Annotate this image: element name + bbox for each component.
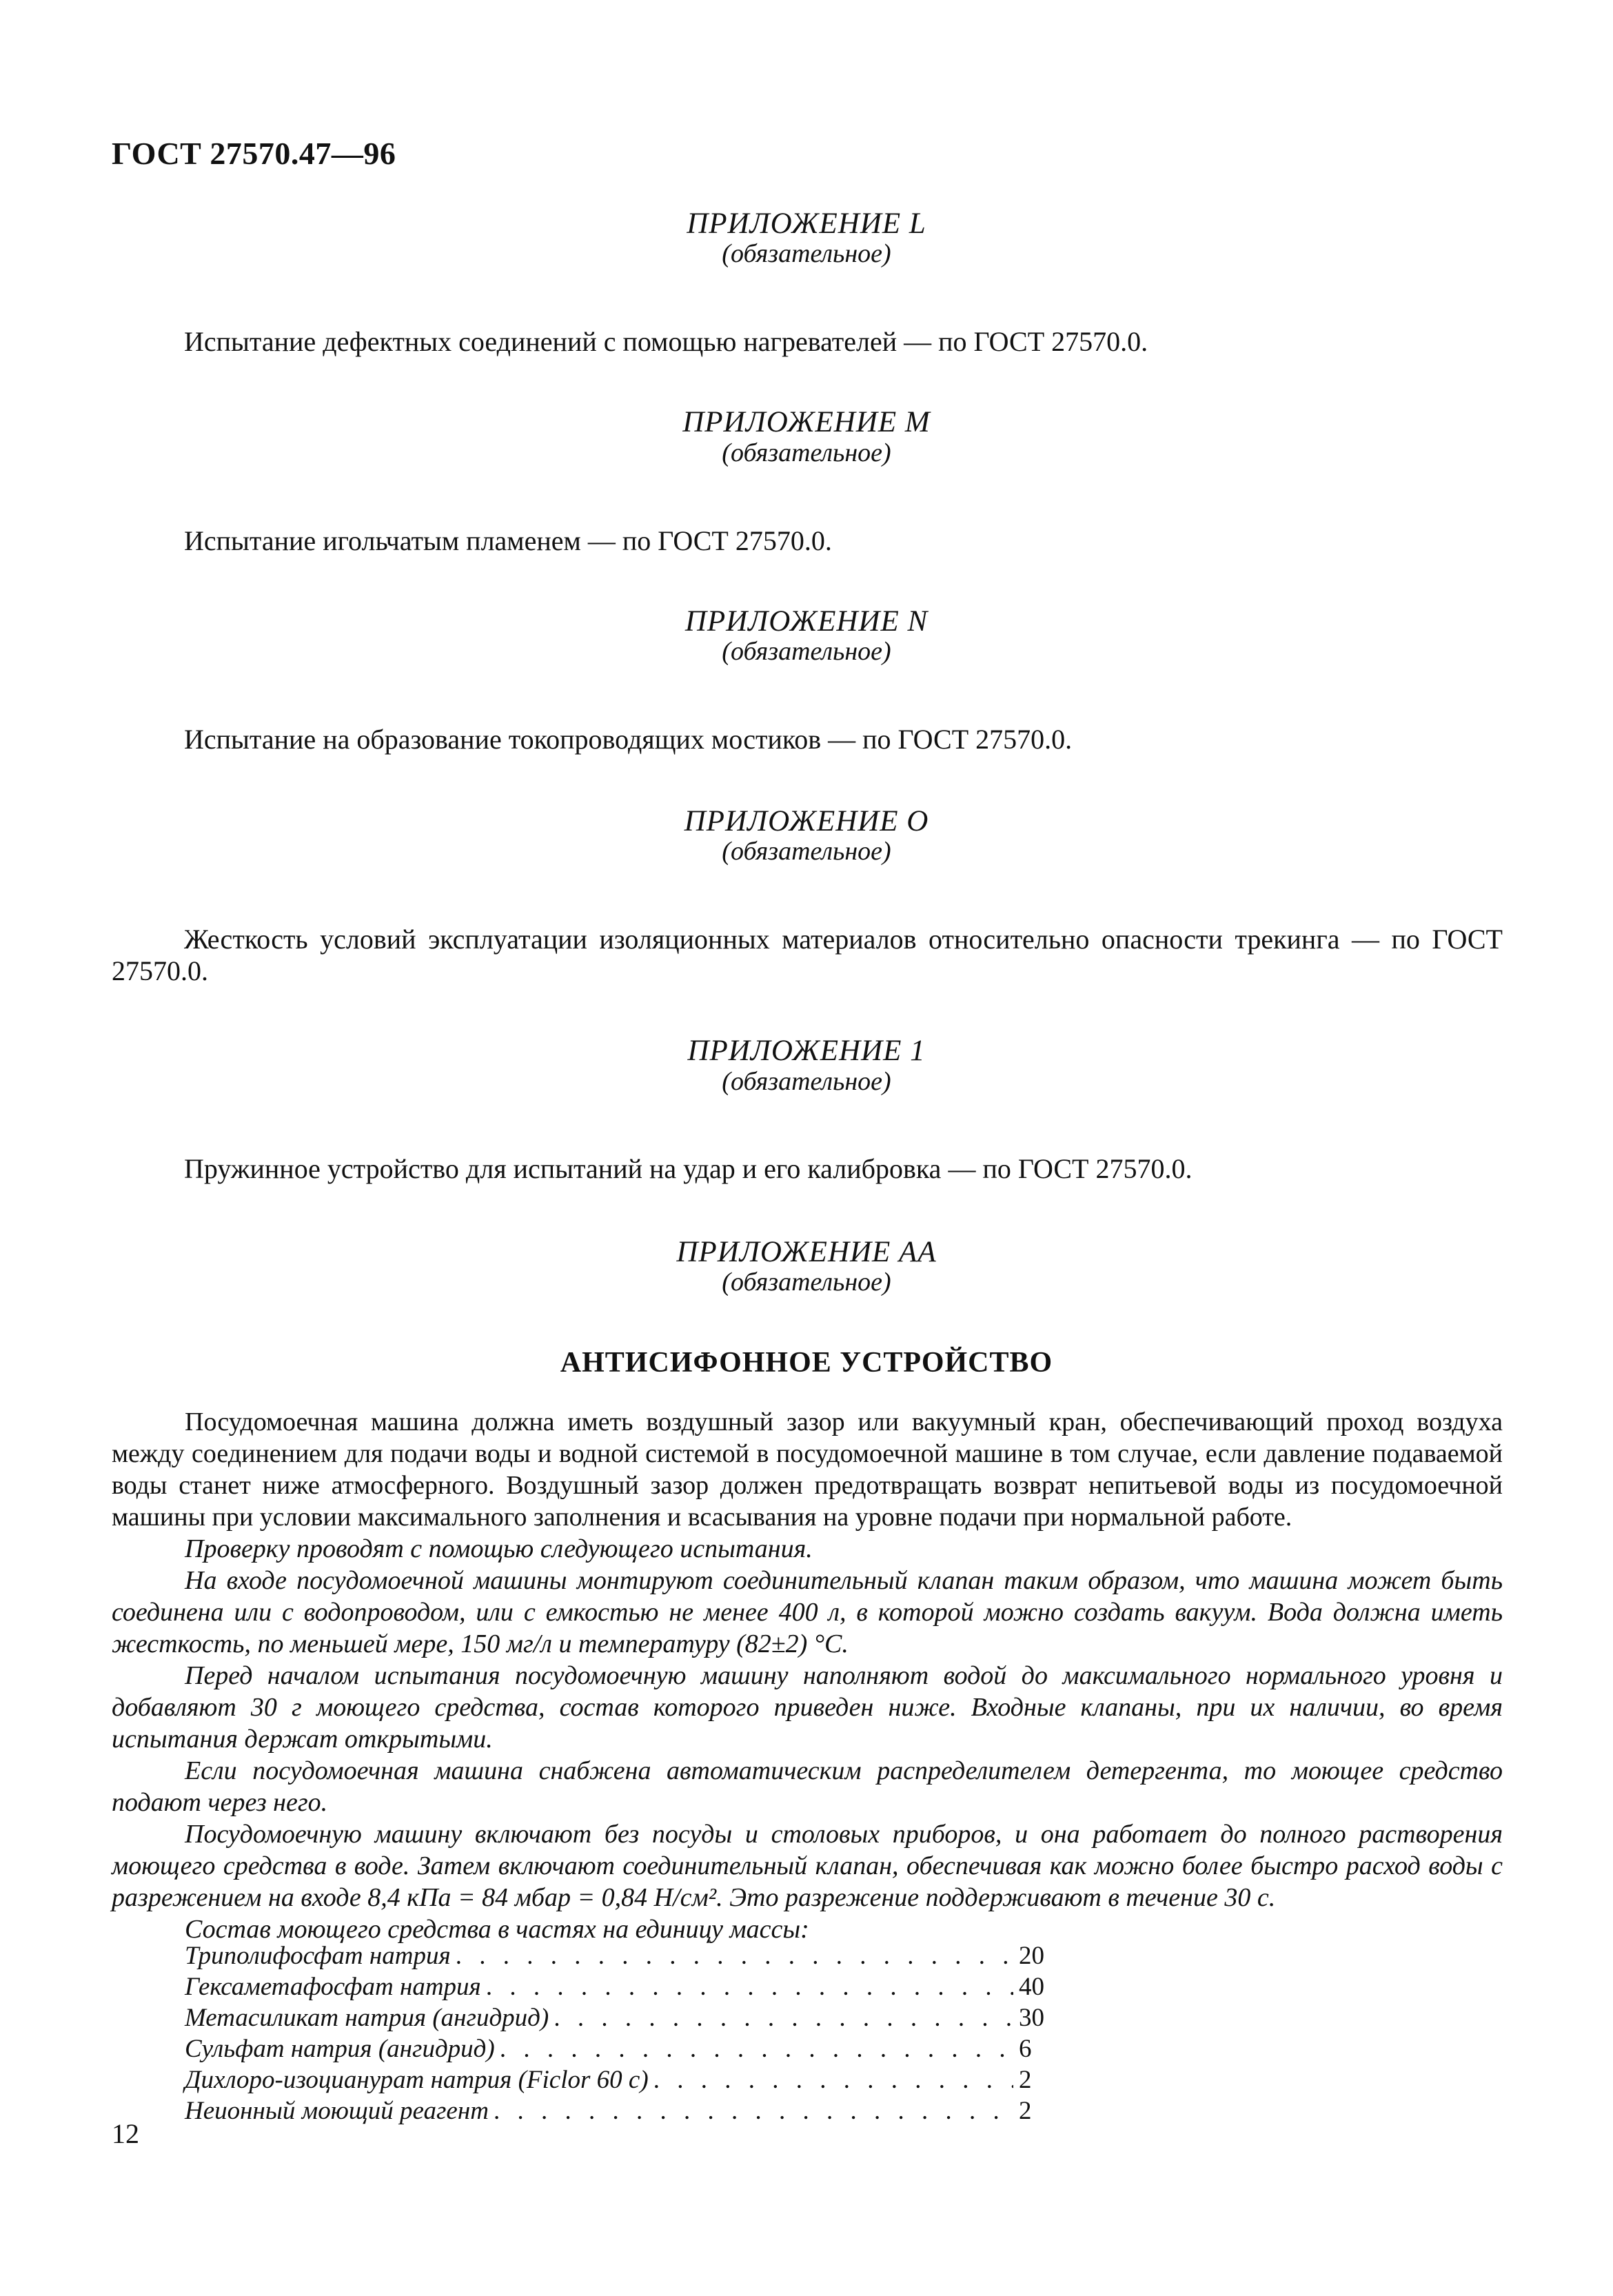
appendix-l-text [112,326,1503,358]
paragraph-dispenser: Если посудомоечная машина снабжена автоматическим распределителем детергента, то моющее средство подают через него. [112,1756,1503,1817]
composition-value: 6 [1019,2035,1032,2063]
composition-name: Неионный моющий реагент [185,2097,489,2125]
paragraph-valve: На входе посудомоечной машины монтируют соединительный клапан таким образом, что машина может быть соединена или с водопроводом, или с емкостью не менее 400 л, в которой можно создать вакуум. Вода должна иметь жесткость, по меньшей мере, 150 мг/л и температуру (82±2) °С. [112,1566,1503,1658]
composition-value: 20 [1019,1942,1044,1970]
appendix-1-title: ПРИЛОЖЕНИЕ 1 [687,1035,926,1067]
appendix-o-status: (обязательное) [722,837,891,866]
section-title: АНТИСИФОННОЕ УСТРОЙСТВО [560,1347,1053,1379]
paragraph-check: Проверку проводят с помощью следующего испытания. [185,1534,813,1563]
appendix-n-status: (обязательное) [722,637,891,666]
paragraph-composition-heading: Состав моющего средства в частях на единицу массы: [185,1915,809,1944]
appendix-l-text-content: Испытание дефектных соединений с помощью нагревателей — по ГОСТ 27570.0. [184,326,1148,357]
appendix-aa-title: ПРИЛОЖЕНИЕ АА [676,1236,937,1268]
composition-value: 40 [1019,1973,1044,2001]
appendix-l-status: (обязательное) [722,239,891,268]
list-item [185,2095,1053,2126]
paragraph-intro: Посудомоечная машина должна иметь воздушный зазор или вакуумный кран, обеспечивающий проход воздуха между соединением для подачи воды и водной системой в посудомоечной машине в том случае, если давление подаваемой воды станет ниже атмосферного. Воздушный зазор должен предотвращать возврат непитьевой воды из посудомоечной машины при условии максимального заполнения и всасывания на уровне подачи при нормальной работе. [112,1408,1503,1532]
appendix-o-text [112,924,1503,987]
appendix-1-text-content: Пружинное устройство для испытаний на удар и его калибровка — по ГОСТ 27570.0. [184,1153,1193,1184]
list-item [185,2064,1053,2095]
composition-value: 2 [1019,2066,1032,2094]
appendix-m-text-content: Испытание игольчатым пламенем — по ГОСТ 27570.0. [184,525,832,556]
paragraph-procedure: Посудомоечную машину включают без посуды и столовых приборов, и она работает до полного растворения моющего средства в воде. Затем включают соединительный клапан, обеспечивая как можно более быстро расход воды с разрежением на входе 8,4 кПа = 84 мбар = 0,84 Н/см². Это разрежение поддерживают в течение 30 с. [112,1820,1503,1912]
document-code: ГОСТ 27570.47—96 [112,136,396,171]
appendix-aa-body [112,1406,1503,1945]
composition-name: Триполифосфат натрия [185,1942,451,1970]
appendix-o-text-content: Жесткость условий эксплуатации изоляционных материалов относительно опасности трекинга — по ГОСТ 27570.0. [112,924,1503,986]
appendix-aa-status: (обязательное) [722,1268,891,1297]
composition-name: Дихлоро-изоцианурат натрия (Ficlor 60 с) [185,2066,649,2094]
appendix-l-title: ПРИЛОЖЕНИЕ L [687,207,926,240]
list-item [185,2002,1053,2033]
composition-value: 2 [1019,2097,1032,2125]
appendix-m-status: (обязательное) [722,438,891,467]
composition-list [185,1940,1053,2126]
list-item [185,1971,1053,2002]
list-item [185,1940,1053,1971]
appendix-m-title: ПРИЛОЖЕНИЕ M [682,406,931,438]
composition-value: 30 [1019,2004,1044,2032]
page-number: 12 [112,2118,139,2149]
paragraph-filling: Перед началом испытания посудомоечную машину наполняют водой до максимального нормального уровня и добавляют 30 г моющего средства, состав которого приведен ниже. Входные клапаны, при их наличии, во время испытания держат открытыми. [112,1661,1503,1754]
composition-name: Гексаметафосфат натрия [185,1973,481,2001]
appendix-m-text [112,525,1503,557]
appendix-1-status: (обязательное) [722,1067,891,1096]
appendix-n-text [112,724,1503,755]
composition-name: Сульфат натрия (ангидрид) [185,2035,495,2063]
appendix-o-title: ПРИЛОЖЕНИЕ O [684,805,929,837]
list-item [185,2033,1053,2064]
composition-name: Метасиликат натрия (ангидрид) [185,2004,549,2032]
appendix-n-title: ПРИЛОЖЕНИЕ N [684,605,929,638]
appendix-1-text [112,1153,1503,1185]
appendix-n-text-content: Испытание на образование токопроводящих мостиков — по ГОСТ 27570.0. [184,724,1073,755]
